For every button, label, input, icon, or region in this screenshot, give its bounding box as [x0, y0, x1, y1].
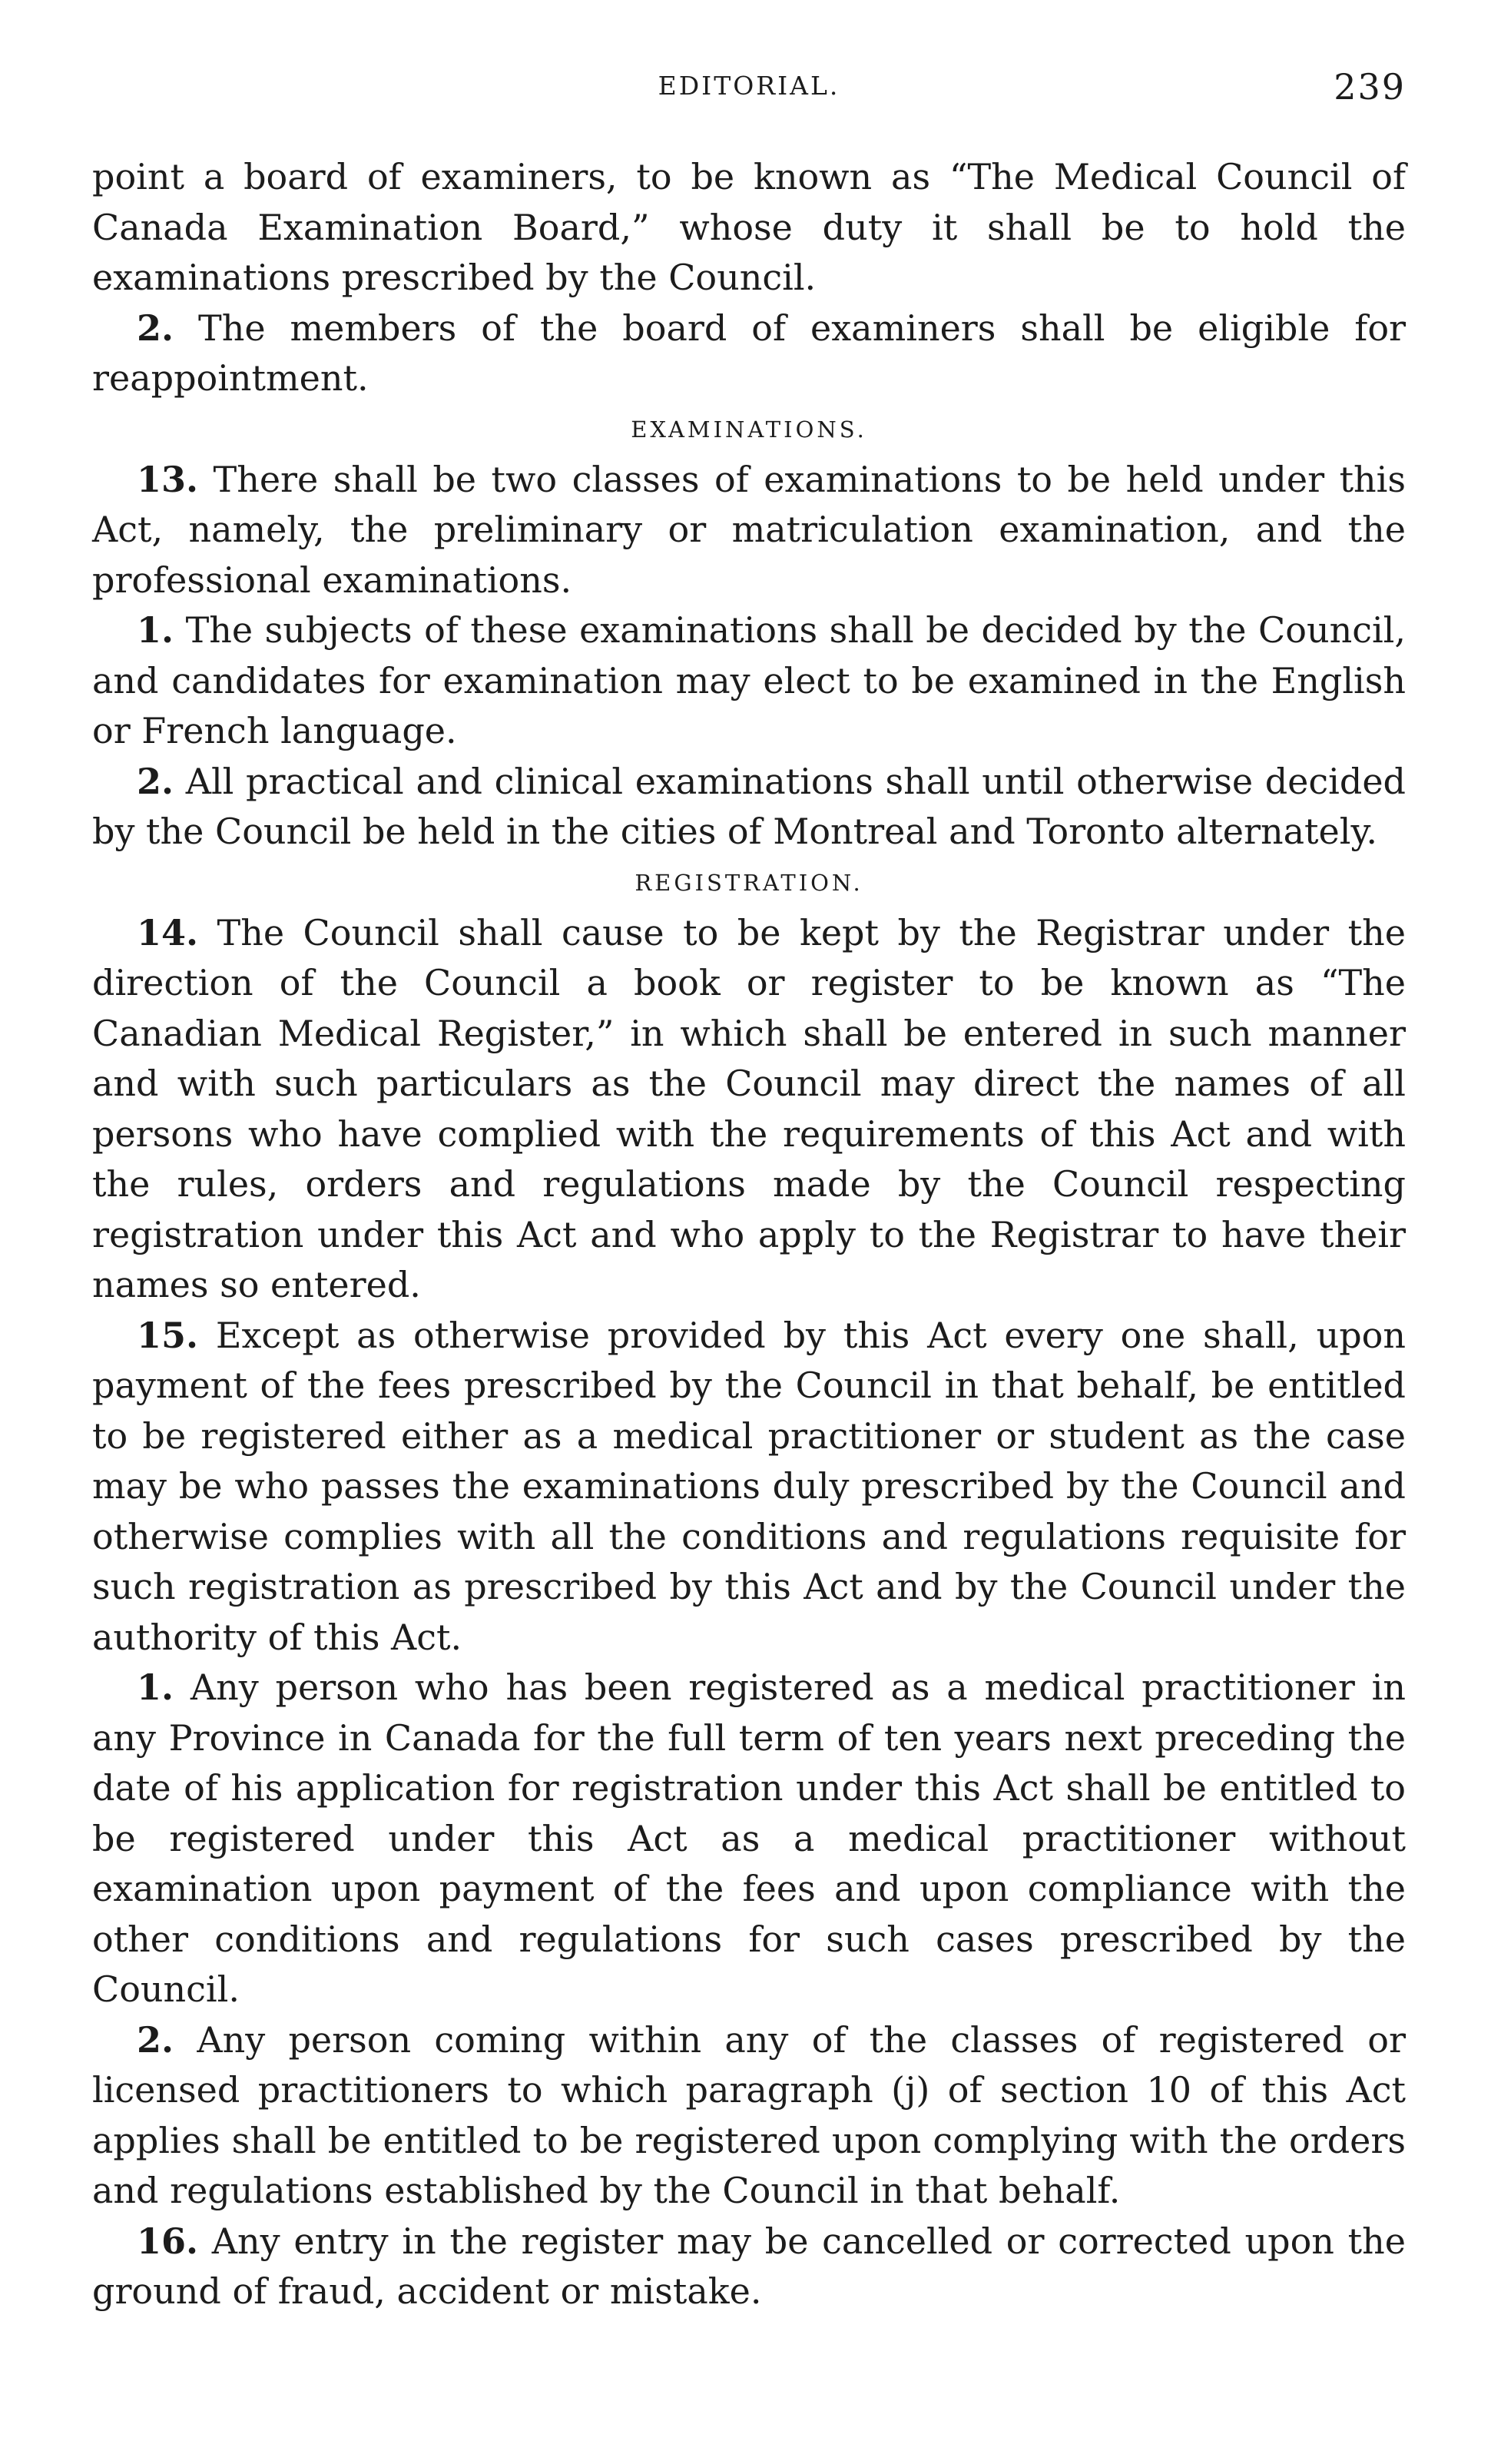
heading-registration: REGISTRATION.	[635, 869, 863, 896]
section-number: 13.	[137, 458, 199, 500]
paragraph-text: Except as otherwise provided by this Act every one shall, upon payment of the fees prescribed by the Council in that behalf, be entitled to be registered either as a medical practitioner or student as the case may be who passes the examinations duly prescribed by the Council and otherwise complies with all the conditions and regulations requisite for such registration as prescribed by this Act and by the Council under the authority of this Act.	[92, 1314, 1406, 1658]
section-13	[92, 455, 1406, 606]
subsection-12-2	[92, 303, 1406, 404]
paragraph-text: There shall be two classes of examinations to be held under this Act, namely, the preliminary or matriculation examination, and the professional examinations.	[92, 458, 1406, 601]
paragraph-text: Any person coming within any of the classes of registered or licensed practitioners to which paragraph (j) of section 10 of this Act applies shall be entitled to be registered upon complying with the orders and regulations established by the Council in that behalf.	[92, 2018, 1406, 2211]
section-number: 15.	[137, 1314, 199, 1356]
section-15	[92, 1311, 1406, 1663]
section-14	[92, 908, 1406, 1311]
paragraph-continued	[92, 152, 1406, 303]
running-title: EDITORIAL.	[658, 71, 840, 101]
paragraph-text: The subjects of these examinations shall be decided by the Council, and candidates for examination may elect to be examined in the English or French language.	[92, 609, 1407, 751]
subsection-15-1	[92, 1663, 1406, 2015]
subsection-number: 1.	[137, 1666, 174, 1708]
subsection-13-2	[92, 757, 1406, 857]
paragraph-text: The Council shall cause to be kept by the Registrar under the direction of the Council a book or register to be known as “The Canadian Medical Register,” in which shall be entered in such manner and with such particulars as the Council may direct the names of all persons who have complied with the requirements of this Act and with the rules, orders and regulations made by the Council respecting registration under this Act and who apply to the Registrar to have their names so entered.	[92, 911, 1406, 1305]
subsection-number: 2.	[137, 307, 174, 349]
body-text	[92, 152, 1406, 2317]
paragraph-text: Any entry in the register may be cancelled or corrected upon the ground of fraud, accident or mistake.	[92, 2220, 1406, 2312]
paragraph-text: The members of the board of examiners shall be eligible for reappointment.	[92, 307, 1406, 399]
subsection-number: 1.	[137, 609, 174, 651]
section-number: 16.	[137, 2220, 199, 2262]
paragraph-text: point a board of examiners, to be known as “The Medical Council of Canada Examination Board,” whose duty it shall be to hold the examinations prescribed by the Council.	[92, 156, 1406, 298]
page-number: 239	[1334, 66, 1406, 108]
heading-examinations: EXAMINATIONS.	[631, 416, 867, 443]
section-16	[92, 2217, 1406, 2317]
subsection-13-1	[92, 605, 1406, 757]
section-number: 14.	[137, 911, 199, 953]
paragraph-text: Any person who has been registered as a medical practitioner in any Province in Canada for the full term of ten years next preceding the date of his application for registration under this Act shall be entitled to be registered under this Act as a medical practitioner without examination upon payment of the fees and upon compliance with the other conditions and regulations for such cases prescribed by the Council.	[92, 1666, 1406, 2010]
paragraph-text: All practical and clinical examinations shall until otherwise decided by the Council be held in the cities of Montreal and Toronto alternately.	[92, 760, 1406, 852]
running-header	[92, 66, 1406, 124]
subsection-15-2	[92, 2015, 1406, 2217]
subsection-number: 2.	[137, 2018, 174, 2061]
subsection-number: 2.	[137, 760, 174, 802]
